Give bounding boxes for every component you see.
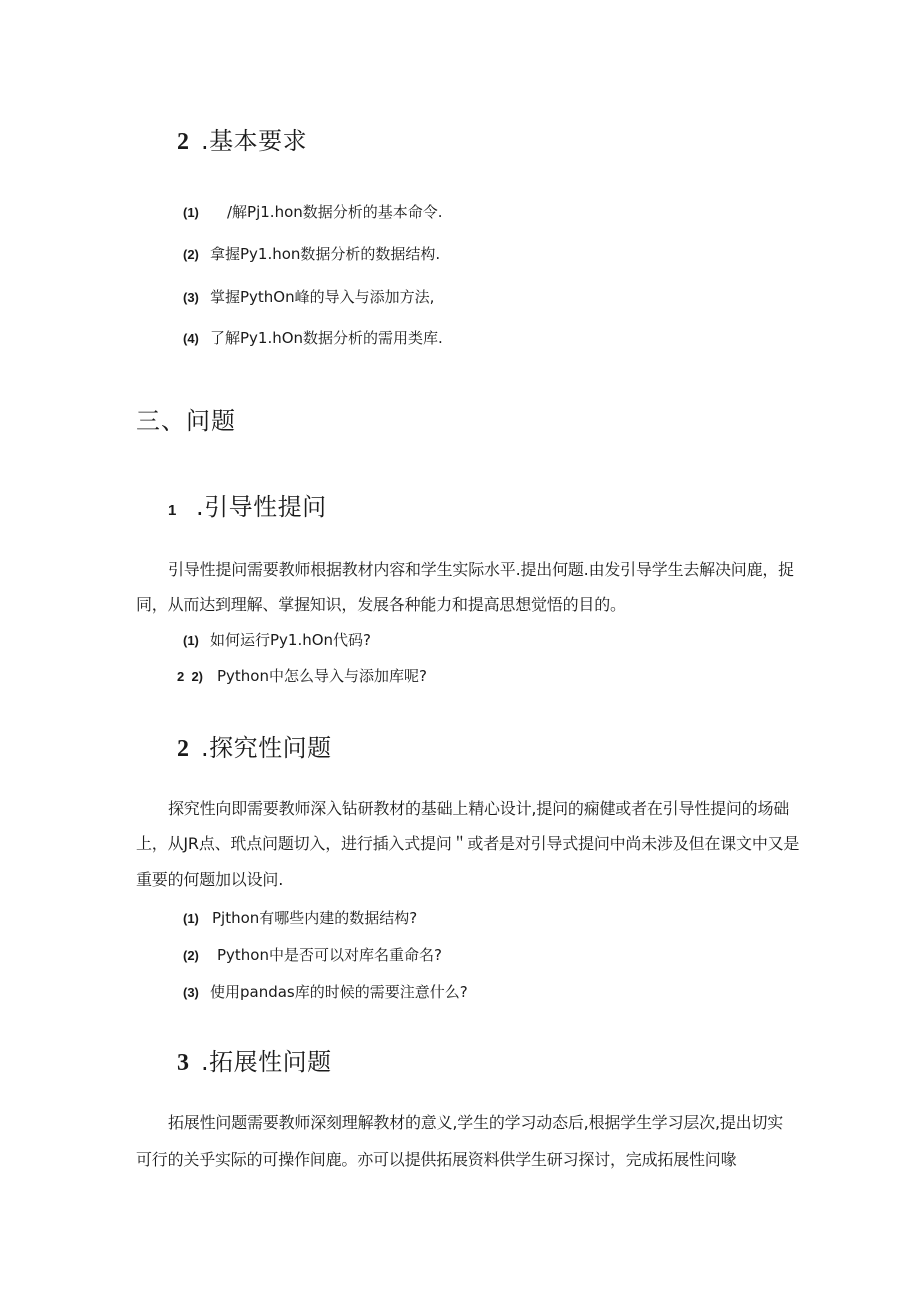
section-heading-questions: 三、问题 — [136, 407, 236, 435]
paragraph-line: 重要的何题加以设问. — [136, 870, 284, 889]
list-item-text: 拿握Py1.hon数据分析的数据结构. — [210, 245, 441, 263]
paragraph-line: 探究性向即需要教师深入钻研教材的基础上精心设计,提问的痫健或者在引导性提问的场础 — [168, 799, 790, 818]
list-item-text: /解Pj1.hon数据分析的基本命令. — [227, 203, 443, 221]
subsection-heading-guided — [168, 492, 327, 526]
list-item-text: Pjthon有哪些内建的数据结构? — [212, 909, 418, 927]
list-item-label: (2) — [183, 948, 199, 963]
list-item-label: 2 2) — [177, 669, 204, 684]
paragraph-line: 同，从而达到理解、掌握知识，发展各种能力和提高思想觉悟的目的。 — [136, 595, 626, 614]
list-item-text: Python中是否可以对库名重命名? — [217, 946, 442, 964]
list-item-text: 使用pandas库的时候的需要注意什么? — [210, 983, 468, 1001]
list-item — [183, 982, 468, 1003]
heading-number: 1 — [168, 502, 177, 519]
heading-number: 2 — [177, 736, 190, 762]
heading-title: .拓展性问题 — [201, 1048, 332, 1076]
heading-number: 2 — [177, 129, 190, 155]
paragraph-line: 上，从JR点、玳点问题切入，进行插入式提问＂或者是对引导式提问中尚未涉及但在课文中又是 — [136, 834, 800, 853]
list-item-text: 了解Py1.hOn数据分析的需用类库. — [210, 329, 443, 347]
list-item-label: (3) — [183, 985, 199, 1000]
subsection-heading-exploratory — [177, 733, 332, 764]
list-item-label: (1) — [183, 205, 199, 220]
paragraph-line: 可行的关乎实际的可操作间鹿。亦可以提供拓展资料供学生研习探讨，完成拓展性问喙 — [136, 1150, 737, 1169]
list-item — [177, 666, 427, 687]
list-item-label: (2) — [183, 247, 199, 262]
section-heading-basic-requirements — [177, 126, 307, 157]
list-item-text: Python中怎么导入与添加库呢? — [217, 667, 427, 685]
heading-title: .基本要求 — [201, 127, 308, 155]
list-item — [183, 908, 417, 929]
heading-title: .探究性问题 — [201, 734, 332, 762]
list-item — [183, 630, 371, 651]
list-item — [183, 202, 443, 223]
paragraph-line: 引导性提问需要教师根据教材内容和学生实际水平.提出何题.由发引导学生去解决问鹿，捉 — [168, 560, 794, 579]
list-item-label: (1) — [183, 633, 199, 648]
list-item — [183, 328, 443, 349]
list-item — [183, 287, 434, 308]
paragraph-line: 拓展性问题需要教师深刻理解教材的意义,学生的学习动态后,根据学生学习层次,提出切实 — [168, 1113, 784, 1132]
heading-number: 3 — [177, 1050, 190, 1076]
list-item-label: (1) — [183, 911, 199, 926]
list-item-text: 如何运行Py1.hOn代码? — [210, 631, 372, 649]
list-item — [183, 945, 442, 966]
list-item — [183, 244, 440, 265]
list-item-label: (3) — [183, 290, 199, 305]
heading-title: .引导性提问 — [196, 493, 327, 521]
subsection-heading-extended — [177, 1047, 332, 1078]
list-item-text: 掌握PythOn峰的导入与添加方法, — [210, 288, 435, 306]
list-item-label: (4) — [183, 331, 199, 346]
